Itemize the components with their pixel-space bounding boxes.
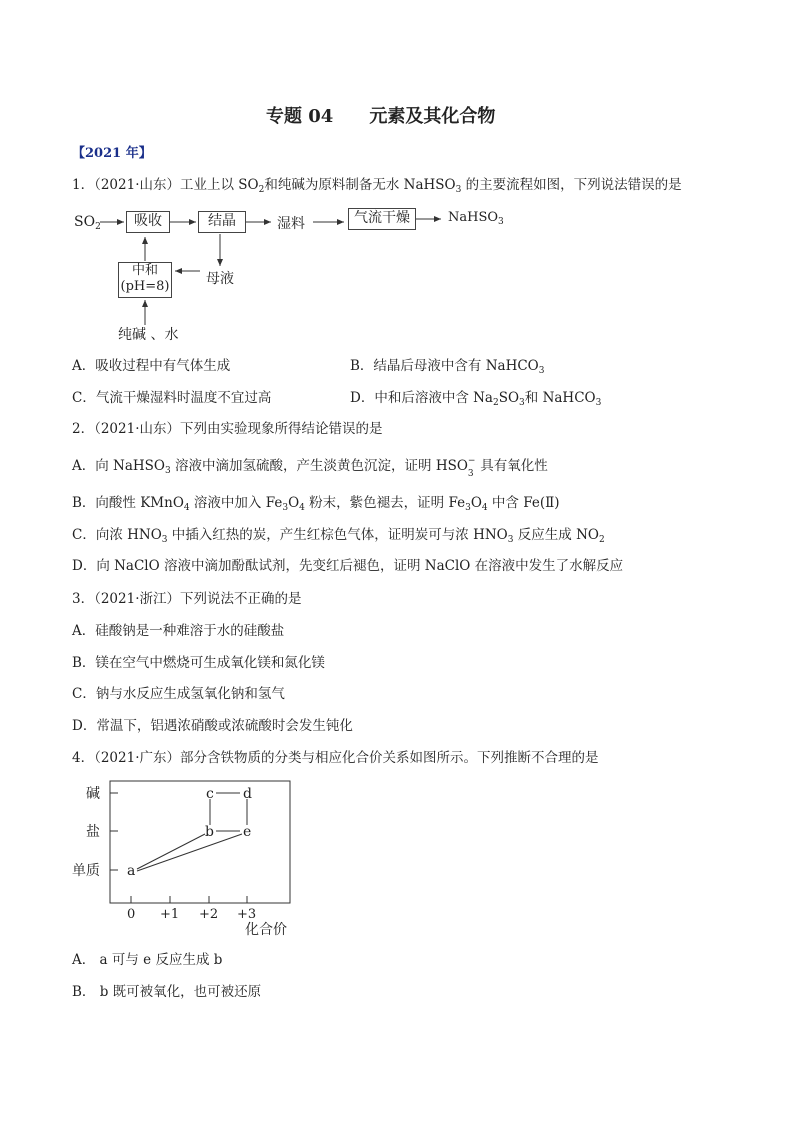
sub: 3: [507, 535, 514, 545]
q1-stem-mid: 和纯碱为原料制备无水 NaHSO: [264, 177, 456, 193]
sub: 3: [498, 217, 504, 227]
sub: 3: [165, 466, 171, 476]
q1-number: 1．: [72, 177, 95, 193]
q2-stem: 2．（2021·山东）下列由实验现象所得结论错误的是: [72, 421, 383, 437]
crystal-box: 结晶: [198, 211, 246, 233]
sub: 3: [161, 535, 168, 545]
q1-option-a: A．吸收过程中有气体生成: [72, 358, 231, 374]
ph-label: (pH=8): [120, 279, 170, 294]
q4-stem: 4．（2021·广东）部分含铁物质的分类与相应化合价关系如图所示。下列推断不合理的是: [72, 750, 599, 766]
product-label: NaHSO$_3$: [448, 210, 504, 227]
sub: 3: [519, 398, 525, 408]
point-a: a: [127, 863, 136, 879]
inputs-label: 纯碱 、水: [118, 327, 179, 343]
year-tag: 【2021 年】: [72, 146, 152, 161]
so2-label: $SO_2$: [74, 214, 101, 232]
point-b: b: [205, 824, 214, 840]
point-d: d: [243, 786, 252, 802]
line-a-b: [137, 834, 205, 869]
xlabel-3: +3: [237, 907, 257, 922]
sub: 2: [598, 535, 605, 545]
q2-option-c: C．向浓 $HNO_3$ 中插入红热的炭，产生红棕色气体，证明炭可与浓 $HNO_3$ 反应生成 $NO_2$: [72, 527, 605, 545]
q4-option-a: A． a 可与 e 反应生成 b: [72, 952, 223, 968]
xlabel-1: +1: [160, 907, 180, 922]
sub: 2: [258, 185, 265, 195]
sub-4: 4: [481, 503, 488, 513]
point-c: c: [206, 786, 214, 802]
sub: 3: [455, 185, 462, 195]
q1-option-d: D．中和后溶液中含 $Na_2SO_3$和 NaHCO$_3$: [350, 390, 602, 408]
page-title: 专题 04 元素及其化合物: [266, 106, 496, 127]
dry-box: 气流干燥: [348, 208, 416, 230]
point-e: e: [243, 824, 252, 840]
xaxis-title: 化合价: [245, 922, 287, 938]
line-a-e: [137, 834, 242, 871]
q1-option-c: C．气流干燥湿料时温度不宜过高: [72, 390, 272, 406]
q3-option-a: A．硅酸钠是一种难溶于水的硅酸盐: [72, 623, 285, 639]
q2-option-d: D．向 NaClO 溶液中滴加酚酞试剂，先变红后褪色，证明 NaClO 在溶液中发生了水解反应: [72, 558, 624, 574]
xlabel-0: 0: [127, 907, 136, 922]
q3-option-c: C．钠与水反应生成氢氧化钠和氢气: [72, 686, 285, 702]
sub-3: 3: [282, 503, 289, 513]
q4-option-b: B． b 既可被氧化，也可被还原: [72, 984, 262, 1000]
ylabel-salt: 盐: [86, 824, 100, 840]
q3-option-d: D．常温下，铝遇浓硝酸或浓硫酸时会发生钝化: [72, 718, 353, 734]
q1-stem-prefix: （2021·山东）工业上以 SO: [94, 177, 259, 193]
sub: 3: [538, 366, 545, 376]
sub: 2: [95, 222, 101, 232]
q1-option-b: B．结晶后母液中含有 NaHCO$_3$: [350, 358, 545, 376]
absorb-box: 吸收: [126, 211, 170, 233]
q3-stem: 3．（2021·浙江）下列说法不正确的是: [72, 591, 302, 607]
q2-option-a: A．向 NaHSO$_3$ 溶液中滴加氢硫酸，产生淡黄色沉淀，证明 HSO − 3 具有氧化性: [72, 456, 548, 479]
sub-4: 4: [299, 503, 305, 513]
wet-material-label: 湿料: [277, 216, 305, 232]
q1-stem-suffix: 的主要流程如图，下列说法错误的是: [461, 177, 682, 193]
sub-3: 3: [465, 503, 471, 513]
xlabel-2: +2: [199, 907, 219, 922]
q2-option-b: B．向酸性 KMnO$_4$ 溶液中加入 $Fe_3O_4$ 粉末，紫色褪去，证明 $Fe_3O_4$ 中含 Fe(Ⅱ): [72, 495, 560, 513]
ylabel-base: 碱: [86, 786, 100, 802]
q3-option-b: B．镁在空气中燃烧可生成氧化镁和氮化镁: [72, 655, 325, 671]
mother-liquor-label: 母液: [206, 271, 234, 287]
sub: 3: [595, 398, 602, 408]
sub-4: 4: [183, 503, 190, 513]
neutral-label: 中和: [131, 263, 158, 278]
sub: 2: [492, 398, 499, 408]
ylabel-element: 单质: [72, 863, 100, 879]
chart-frame: [110, 781, 290, 903]
